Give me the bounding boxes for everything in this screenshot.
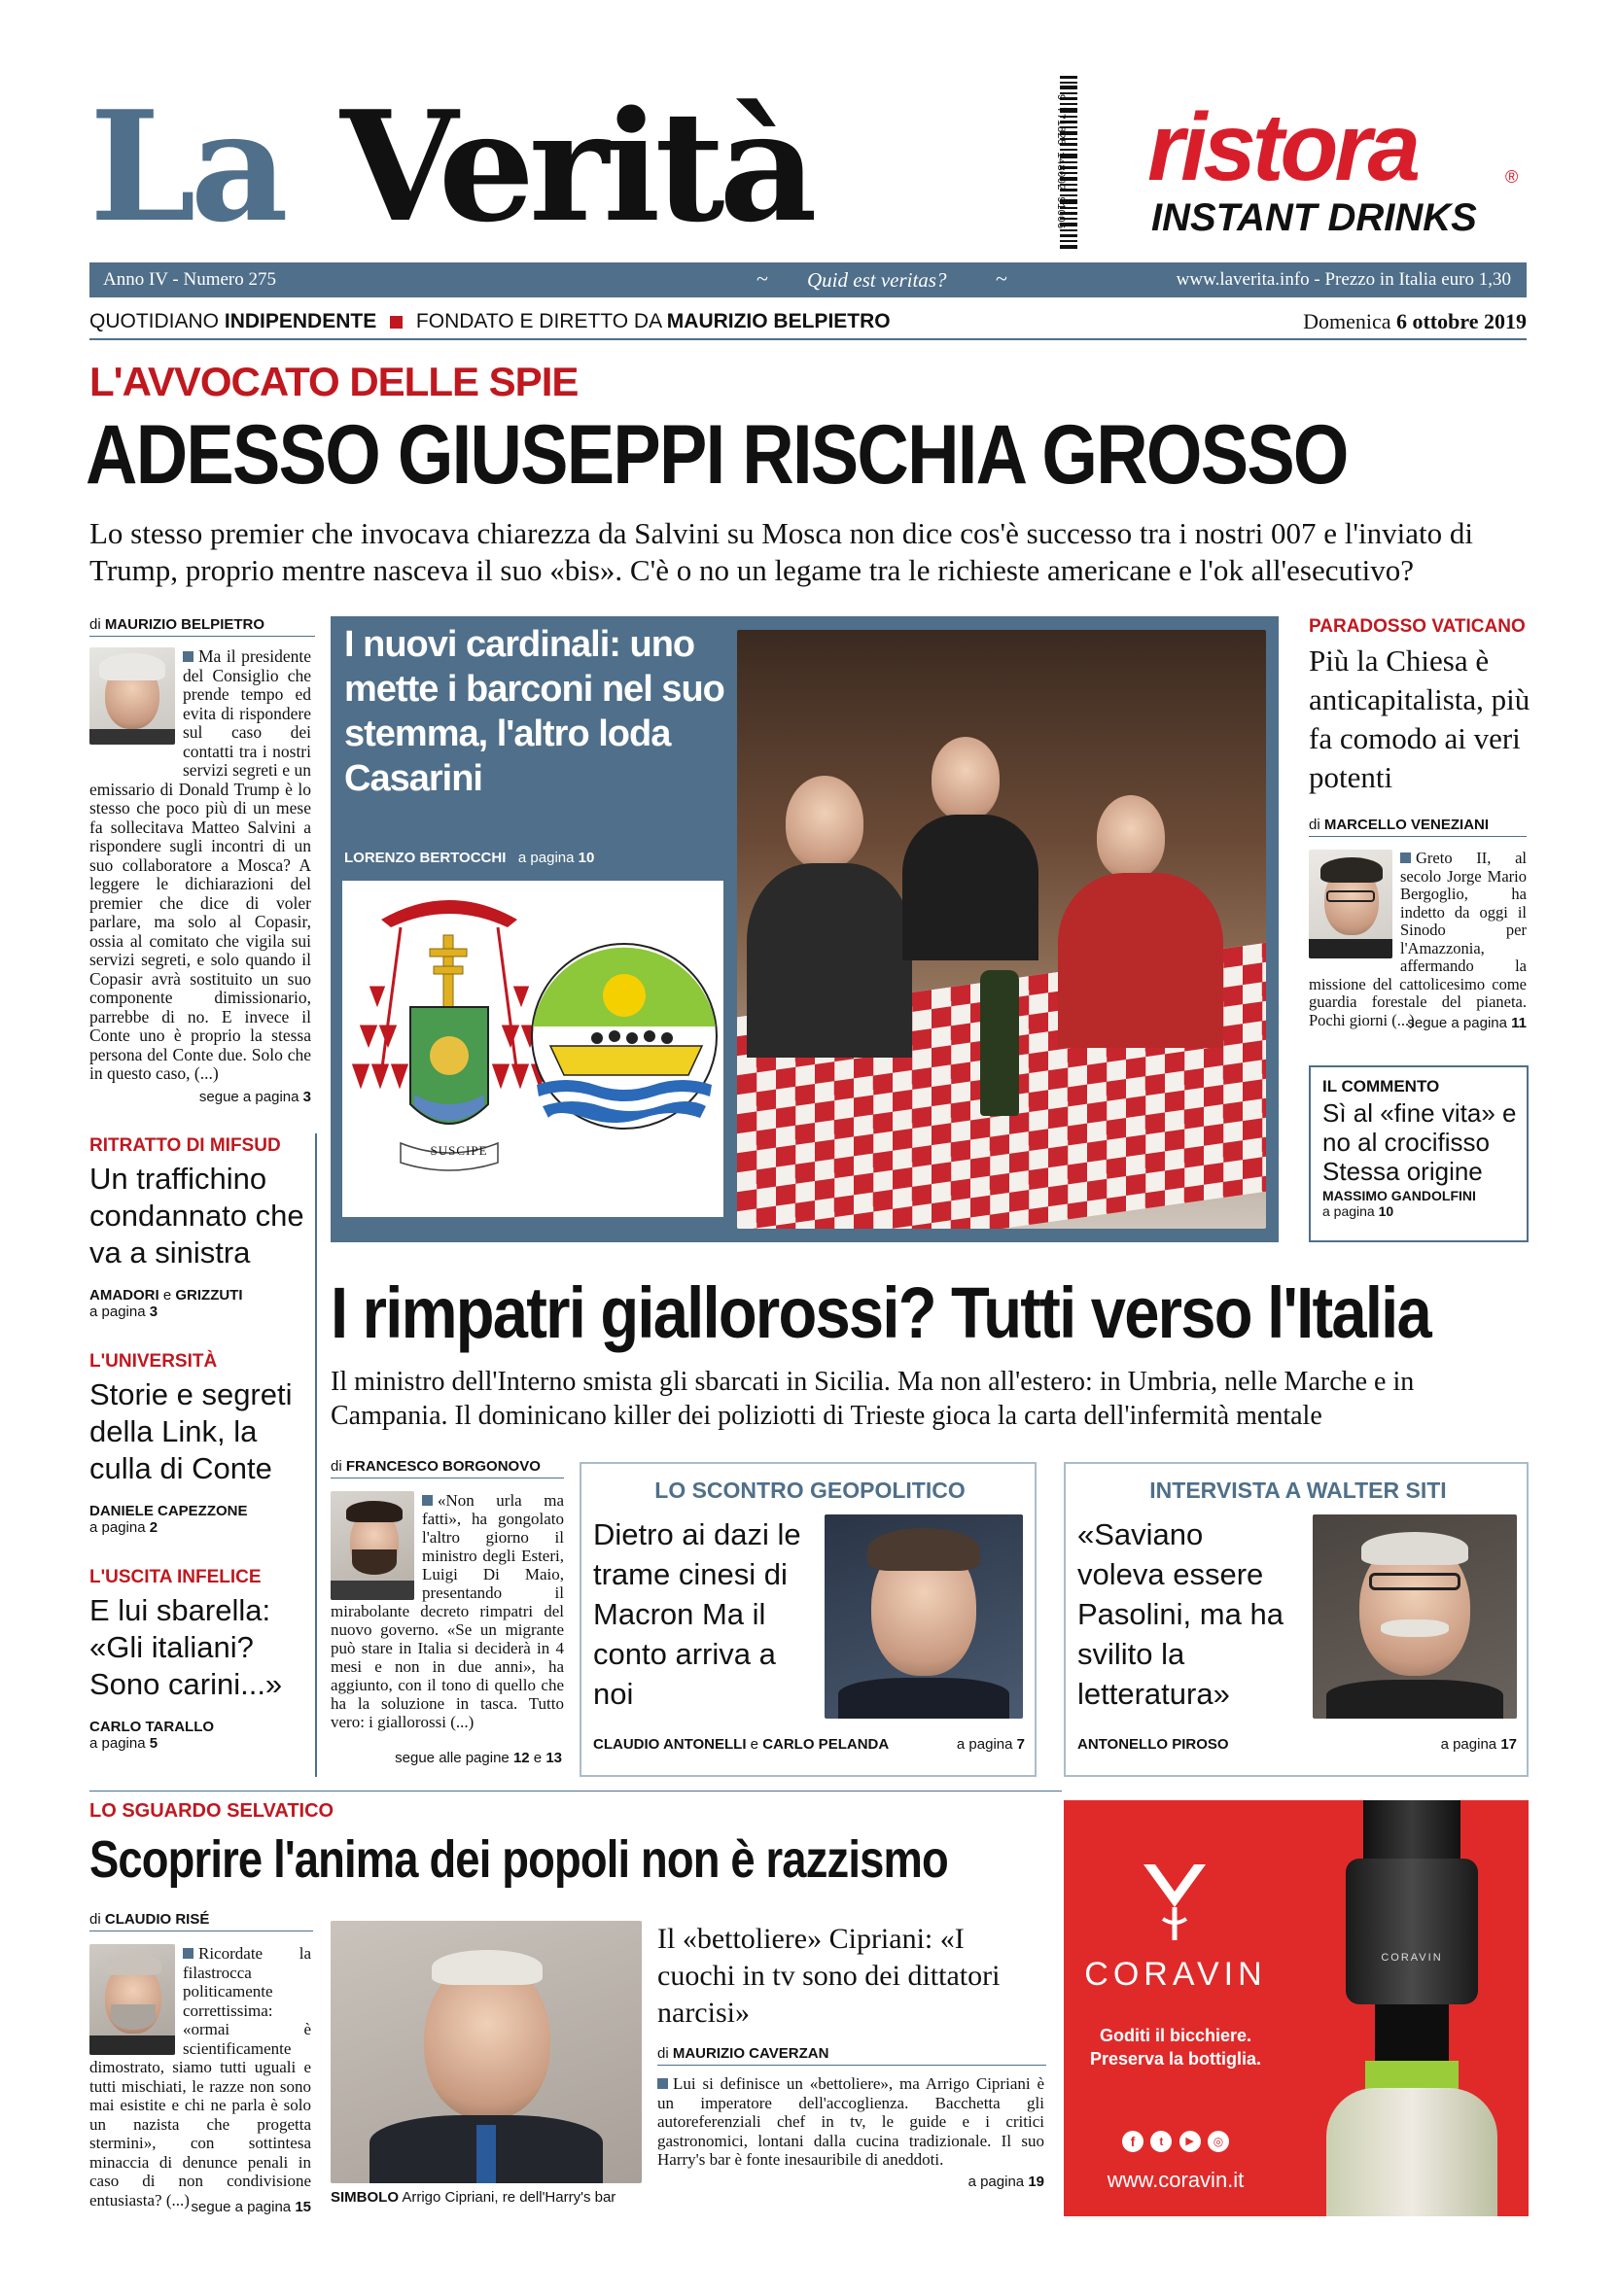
facebook-icon[interactable]: f [1122,2131,1143,2152]
follow-page-2: 13 [545,1750,562,1766]
byline-name-2: GRIZZUTI [175,1287,243,1304]
tagline [89,307,1062,336]
page-prefix: a pagina [967,2174,1025,2190]
vaticano-body: Greto II, al secolo Jorge Mario Bergoglio, ha indetto da oggi il Sinodo per l'Amazzonia, affermando la missione del cattolicesimo come guardia forestale del pianeta. Pochi giorni (...) [1309,849,1527,1029]
vaticano-headline[interactable]: Più la Chiesa è anticapitalista, più fa comodo ai veri potenti [1309,644,1530,794]
issue-number: Anno IV - Numero 275 [103,269,277,290]
ristora-sub: INSTANT DRINKS [1151,196,1477,239]
coat-motto: SUSCIPE [430,1143,488,1158]
byline-name[interactable]: FRANCESCO BORGONOVO [345,1458,541,1475]
ristora-sponsor[interactable] [1147,93,1527,249]
selvatico-headline[interactable]: Scoprire l'anima dei popoli non è razzismo [89,1830,948,1889]
mifsud-byline[interactable] [89,1287,313,1320]
coravin-social-icons [1122,2131,1229,2152]
uscita-byline[interactable] [89,1719,313,1752]
date-day: Domenica [1303,309,1391,333]
vaticano-byline-rule [1309,836,1527,837]
siti-box[interactable] [1064,1462,1529,1777]
belpietro-follow[interactable] [89,1089,311,1105]
page-prefix: a pagina [89,1735,146,1752]
siti-headline: «Saviano voleva essere Pasolini, ma ha svilito la letteratura» [1077,1517,1284,1711]
byline-name[interactable]: MAURIZIO BELPIETRO [104,616,265,633]
commento-byline [1322,1188,1517,1219]
follow-prefix: segue a pagina [1407,1015,1507,1031]
follow-prefix: segue a pagina [198,1089,299,1105]
follow-page-1: 12 [512,1750,530,1766]
tagline-rule [89,338,1527,340]
geopolitico-page [957,1736,1025,1753]
byline-name-1: CLAUDIO ANTONELLI [593,1736,747,1753]
borgonovo-body: «Non urla ma fatti», ha gongolato l'altro giorno il ministro degli Esteri, Luigi Di Maio, presentando il mirabolante decreto rimpatri del nuovo governo. «Se un migrante può stare in Italia si deciderà in 4 mesi e non in due anni», ha aggiunto, con il tono di quello che ha la soluzione in tasca. Tutto vero: i giallorossi (...) [331,1491,564,1731]
coats-of-arms [342,881,723,1217]
paragraph-square-icon [657,2078,668,2089]
bottom-section-rule [89,1791,1062,1792]
logo-la: La [89,78,283,256]
page-prefix: a pagina [1440,1736,1497,1753]
vaticano-kicker: PARADOSSO VATICANO [1309,616,1526,637]
masthead-logo[interactable] [89,80,867,255]
barcode-number: 9 771825 148002 91006 [1054,93,1066,229]
cipriani-photo [331,1921,642,2183]
barcode [1042,76,1077,251]
cipriani-headline[interactable]: Il «bettoliere» Cipriani: «I cuochi in tv sono dei dittatori narcisi» [657,1923,1001,2029]
paragraph-square-icon [183,1948,193,1959]
geopolitico-kicker: LO SCONTRO GEOPOLITICO [654,1478,966,1503]
vaticano-follow[interactable] [1309,1015,1527,1031]
ristora-reg: ® [1505,167,1519,187]
selvatico-kicker: LO SGUARDO SELVATICO [89,1800,334,1822]
page-number: 17 [1500,1736,1517,1753]
issue-date [1303,307,1527,336]
macron-photo [825,1514,1023,1719]
page-prefix: a pagina [956,1736,1013,1753]
rimpatri-headline[interactable]: I rimpatri giallorossi? Tutti verso l'Italia [331,1272,1430,1353]
follow-and: e [533,1750,543,1766]
twitter-icon[interactable]: t [1150,2131,1172,2152]
page-number: 2 [149,1519,158,1536]
vaticano-text [1309,850,1527,1029]
cipriani-byline-rule [657,2065,1046,2066]
mifsud-kicker: RITRATTO DI MIFSUD [89,1135,281,1156]
belpietro-byline [89,616,315,633]
selvatico-follow[interactable] [89,2199,311,2215]
date-rest: 6 ottobre 2019 [1395,309,1527,333]
byline-name[interactable]: CLAUDIO RISÉ [104,1911,210,1928]
tagline-director: MAURIZIO BELPIETRO [666,310,891,332]
byline-name-1: AMADORI [89,1287,159,1304]
byline-prefix: di [1309,817,1320,833]
cardinali-box[interactable] [331,616,1279,1242]
follow-prefix: segue alle pagine [395,1750,510,1766]
siti-byline [1077,1736,1517,1753]
commento-headline: Sì al «fine vita» e no al crocifisso Stessa origine [1322,1098,1517,1186]
follow-page: 15 [295,2199,311,2215]
selvatico-text [89,1944,311,2209]
cardinali-byline [344,850,594,866]
selvatico-byline [89,1911,313,1928]
youtube-icon[interactable]: ▶ [1179,2131,1201,2152]
coravin-brand: CORAVIN [1084,1956,1267,1993]
geopolitico-headline: Dietro ai dazi le trame cinesi di Macron Ma il conto arriva a noi [593,1517,801,1711]
follow-page: 11 [1511,1015,1527,1031]
geopolitico-box[interactable] [580,1462,1037,1777]
tagline-fondato: FONDATO E DIRETTO DA [415,310,661,332]
byline-prefix: di [89,1911,101,1928]
vaticano-byline [1309,817,1527,833]
borgonovo-follow[interactable] [331,1750,562,1766]
page-number: 19 [1028,2174,1044,2190]
device-label: CORAVIN [1381,1952,1443,1964]
byline-prefix: di [89,616,101,633]
cipriani-text [657,2074,1044,2170]
belpietro-body: Ma il presidente del Consiglio che prende tempo ed evita di rispondere sul caso dei contatti tra i nostri servizi segreti e un emissario di Donald Trump è lo stesso che poco più di un mese fa sollecitava Matteo Salvini a rispondere sugli incontri di un suo collaboratore a Mosca? A leggere le dichiarazioni del premier che dice di voler parlare, ma solo al Copasir, ossia al comitato che vigila sui servizi segreti, e solo quando il Copasir avrà sostituito un suo componente dimissionario, parrebbe di no. E invece il Conte uno è proprio la stessa persona del Conte due. Solo che in questo caso, (...) [89,646,311,1083]
byline-name: CARLO TARALLO [89,1719,215,1735]
page-prefix: a pagina [89,1304,146,1320]
uscita-headline[interactable]: E lui sbarella: «Gli italiani? Sono carini...» [89,1593,283,1701]
siti-kicker: INTERVISTA A WALTER SITI [1149,1478,1447,1503]
page-number: 10 [1378,1203,1394,1219]
page-prefix: a pagina [517,850,575,866]
instagram-icon[interactable]: ◎ [1208,2131,1229,2152]
mifsud-headline[interactable]: Un traffichino condannato che va a sinistra [89,1162,304,1270]
byline-prefix: di [657,2045,669,2062]
uscita-kicker: L'USCITA INFELICE [89,1567,262,1587]
universita-headline[interactable]: Storie e segreti della Link, la culla di Conte [89,1377,293,1485]
paragraph-square-icon [183,651,193,662]
cipriani-follow[interactable] [657,2174,1044,2190]
lead-kicker: L'AVVOCATO DELLE SPIE [89,359,579,404]
cardinali-headline: I nuovi cardinali: uno mette i barconi nel suo stemma, l'altro loda Casarini [344,624,724,799]
follow-prefix: segue a pagina [191,2199,292,2215]
motto: Quid est veritas? [807,268,947,292]
caption-text: Arrigo Cipriani, re dell'Harry's bar [402,2189,616,2206]
lead-deck: Lo stesso premier che invocava chiarezza da Salvini su Mosca non dice cos'è successo tra i nostri 007 e l'inviato di Trump, proprio mentre nasceva il suo «bis». C'è o no un legame tra le richieste americane e l'ok all'esecutivo? [89,516,1473,587]
geopolitico-byline [593,1736,1025,1753]
left-col-divider [315,1133,317,1777]
coravin-logo-icon [1136,1859,1214,1946]
cardinali-photo [737,630,1266,1229]
issue-bar [89,262,1527,297]
coravin-left [1064,1800,1287,2216]
siti-photo [1313,1514,1517,1719]
siti-page [1441,1736,1517,1753]
rimpatri-deck: Il ministro dell'Interno smista gli sbarcati in Sicilia. Ma non all'estero: in Umbria, nelle Marche e in Campania. Il dominicano killer dei poliziotti di Trieste gioca la carta dell'infermità mentale [331,1367,1415,1431]
page-number: 10 [578,850,595,866]
byline-name: LORENZO BERTOCCHI [344,850,507,866]
byline-and: e [162,1287,172,1304]
belpietro-byline-rule [89,636,315,637]
cipriani-caption [331,2189,651,2206]
lead-headline[interactable]: ADESSO GIUSEPPI RISCHIA GROSSO [86,408,1348,502]
page-number: 7 [1016,1736,1025,1753]
page-number: 5 [149,1735,158,1752]
caption-label: SIMBOLO [331,2189,399,2206]
ristora-logo: ristora [1147,93,1418,200]
borgonovo-byline [331,1458,564,1475]
coravin-ad[interactable] [1064,1800,1529,2216]
follow-page: 3 [302,1089,311,1105]
tagline-quotidiano: QUOTIDIANO [89,310,220,332]
byline-name: DANIELE CAPEZZONE [89,1503,248,1519]
logo-verita: Verità [340,78,812,256]
tagline-square-icon [390,316,403,329]
coravin-line1: Goditi il bicchiere. [1099,2026,1252,2045]
borgonovo-text [331,1491,564,1731]
byline-name-2: CARLO PELANDA [762,1736,890,1753]
byline-name[interactable]: MAURIZIO CAVERZAN [672,2045,829,2062]
belpietro-text [89,647,311,1084]
selvatico-body: Ricordate la filastrocca politicamente correttissima: «ormai è scientificamente dimostrato, siamo tutti uguali e tutti mischiati, le razze non sono mai esistite e chi ne parla è solo un nazista che progetta stermini», con sottintesa minaccia di denunce penali in caso di non condivisione entusiasta? (...) [89,1944,311,2209]
motto-ornament-right: ~ [996,266,1007,291]
motto-ornament-left: ~ [756,266,768,291]
coravin-line2: Preserva la bottiglia. [1089,2049,1262,2069]
site-and-price[interactable]: www.laverita.info - Prezzo in Italia euro 1,30 [1176,269,1511,290]
commento-box[interactable] [1309,1065,1529,1242]
page-prefix: a pagina [1322,1203,1375,1219]
byline-name: ANTONELLO PIROSO [1077,1736,1229,1753]
byline-name[interactable]: MARCELLO VENEZIANI [1323,817,1490,833]
byline-name: MASSIMO GANDOLFINI [1322,1188,1476,1203]
paragraph-square-icon [1400,852,1411,863]
byline-and: e [750,1736,759,1753]
commento-kicker: IL COMMENTO [1322,1077,1440,1096]
cipriani-body: Lui si definisce un «bettoliere», ma Arrigo Cipriani è un imperatore dell'accoglienza. Bacchetta gli autoreferenziali chef in tv, le guide e i critici gastronomici, lontani dalla cucina tradizionale. Il suo Harry's bar è fonte inesauribile di aneddoti. [657,2074,1044,2169]
page-prefix: a pagina [89,1519,146,1536]
byline-prefix: di [331,1458,342,1475]
universita-byline[interactable] [89,1503,313,1536]
coravin-url[interactable]: www.coravin.it [1107,2168,1245,2192]
universita-kicker: L'UNIVERSITÀ [89,1351,218,1372]
coravin-device [1307,1800,1529,2216]
tagline-indipendente: INDIPENDENTE [224,310,377,332]
coat-of-arms-icon [342,881,723,1217]
cipriani-byline [657,2045,1046,2062]
page-number: 3 [149,1304,158,1320]
paragraph-square-icon [422,1495,433,1506]
